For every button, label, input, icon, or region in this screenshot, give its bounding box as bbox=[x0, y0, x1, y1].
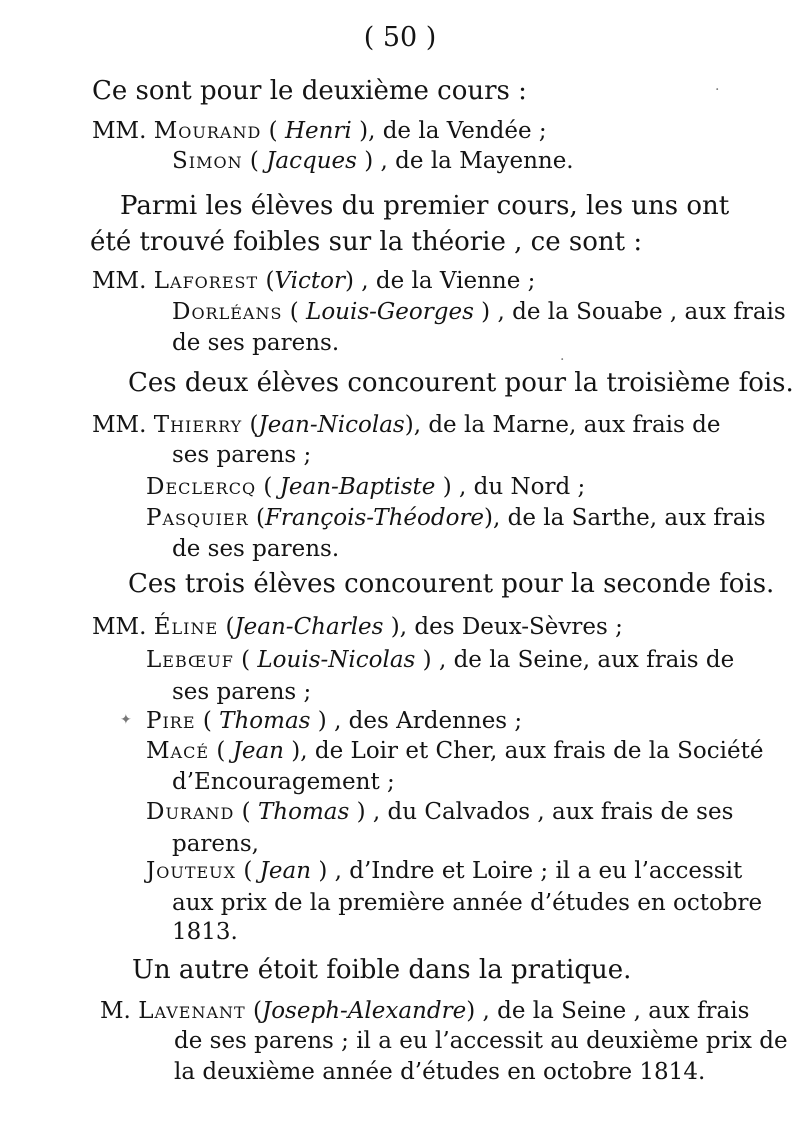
text-segment: la deuxième année d’études en octobre 1814. bbox=[174, 1059, 706, 1085]
text-line-11 bbox=[172, 440, 311, 470]
text-segment: ses parens ; bbox=[172, 442, 312, 468]
name-smallcaps: Declercq bbox=[146, 474, 257, 500]
name-smallcaps: Jouteux bbox=[146, 858, 237, 884]
name-smallcaps: Laforest bbox=[153, 268, 259, 294]
text-segment: Parmi les élèves du premier cours, les uns ont bbox=[120, 191, 730, 221]
text-segment: Ces trois élèves concourent pour la seconde fois. bbox=[128, 569, 775, 599]
text-segment: ses parens ; bbox=[172, 679, 312, 705]
text-line-13 bbox=[146, 503, 766, 533]
text-segment: M. bbox=[100, 998, 139, 1024]
text-segment: ( bbox=[258, 268, 275, 294]
text-segment: ( bbox=[236, 858, 260, 884]
text-segment: Un autre étoit foible dans la pratique. bbox=[132, 955, 632, 985]
text-segment: ), de la Vendée ; bbox=[351, 118, 547, 144]
text-line-8 bbox=[172, 328, 339, 358]
text-segment: ( bbox=[245, 998, 262, 1024]
text-line-26 bbox=[172, 917, 238, 947]
text-segment: ) , de la Seine, aux frais de bbox=[415, 647, 735, 673]
text-line-9 bbox=[128, 368, 794, 398]
given-name-italic: Louis-Georges bbox=[306, 299, 474, 325]
text-segment: ) , d’Indre et Loire ; il a eu l’accessit bbox=[311, 858, 743, 884]
text-line-1 bbox=[92, 76, 527, 106]
text-line-29 bbox=[174, 1026, 788, 1056]
given-name-italic: Louis-Nicolas bbox=[257, 647, 416, 673]
text-segment: ( bbox=[248, 505, 265, 531]
text-line-10 bbox=[92, 410, 720, 440]
text-line-16 bbox=[92, 612, 623, 642]
text-line-20 bbox=[146, 736, 763, 766]
text-line-5 bbox=[90, 227, 642, 257]
name-smallcaps: Pire bbox=[146, 708, 196, 734]
name-smallcaps: Durand bbox=[146, 799, 235, 825]
name-smallcaps: Éline bbox=[153, 614, 219, 640]
text-line-12 bbox=[146, 472, 585, 502]
text-line-14 bbox=[172, 534, 339, 564]
ink-speck: · bbox=[715, 82, 720, 98]
given-name-italic: Jean-Charles bbox=[234, 614, 384, 640]
name-smallcaps: Lavenant bbox=[138, 998, 246, 1024]
text-segment: ) , de la Souabe , aux frais bbox=[473, 299, 786, 325]
text-line-2 bbox=[92, 116, 547, 146]
text-segment: aux prix de la première année d’études en octobre bbox=[172, 890, 763, 916]
text-line-25 bbox=[172, 888, 762, 918]
name-smallcaps: Mourand bbox=[153, 118, 262, 144]
given-name-italic: Joseph-Alexandre bbox=[261, 998, 467, 1024]
ink-speck: ✦ bbox=[120, 712, 132, 728]
text-line-22 bbox=[146, 797, 733, 827]
text-segment: ), de la Marne, aux frais de bbox=[404, 412, 721, 438]
text-segment: ) , de la Mayenne. bbox=[356, 148, 574, 174]
text-segment: ( bbox=[209, 738, 233, 764]
text-segment: Ces deux élèves concourent pour la troisième fois. bbox=[128, 368, 794, 398]
text-segment: 1813. bbox=[172, 919, 238, 945]
text-segment: MM. bbox=[92, 412, 154, 438]
text-segment: de ses parens. bbox=[172, 536, 340, 562]
text-line-28 bbox=[100, 996, 749, 1026]
text-segment: d’Encouragement ; bbox=[172, 769, 395, 795]
page-number: ( 50 ) bbox=[363, 22, 437, 53]
text-segment: Ce sont pour le deuxième cours : bbox=[92, 76, 527, 106]
text-segment: MM. bbox=[92, 118, 154, 144]
text-segment: ( bbox=[195, 708, 220, 734]
text-segment: ) , du Calvados , aux frais de ses bbox=[349, 799, 734, 825]
text-segment: ), de Loir et Cher, aux frais de la Société bbox=[284, 738, 764, 764]
given-name-italic: Jacques bbox=[266, 148, 357, 174]
given-name-italic: Henri bbox=[284, 118, 352, 144]
text-line-30 bbox=[174, 1057, 705, 1087]
text-segment: ( bbox=[242, 148, 267, 174]
name-smallcaps: Dorléans bbox=[172, 299, 283, 325]
text-segment: ), de la Sarthe, aux frais bbox=[484, 505, 766, 531]
text-segment: MM. bbox=[92, 614, 154, 640]
text-segment: ( bbox=[242, 412, 259, 438]
text-line-15 bbox=[128, 569, 774, 599]
given-name-italic: Jean bbox=[232, 738, 284, 764]
text-line-4 bbox=[120, 191, 729, 221]
text-line-3 bbox=[172, 146, 574, 176]
name-smallcaps: Thierry bbox=[153, 412, 243, 438]
text-line-27 bbox=[132, 955, 631, 985]
text-line-21 bbox=[172, 767, 395, 797]
text-line-6 bbox=[92, 266, 535, 296]
name-smallcaps: Macé bbox=[146, 738, 210, 764]
text-segment: ( bbox=[261, 118, 285, 144]
name-smallcaps: Lebœuf bbox=[146, 647, 234, 673]
text-segment: ) , du Nord ; bbox=[435, 474, 586, 500]
ink-speck: · bbox=[560, 352, 565, 368]
text-segment: ) , de la Vienne ; bbox=[344, 268, 536, 294]
given-name-italic: Jean bbox=[259, 858, 312, 884]
text-line-24 bbox=[146, 856, 742, 886]
given-name-italic: Jean-Baptiste bbox=[279, 474, 436, 500]
text-segment: ( bbox=[282, 299, 307, 325]
text-segment: ), des Deux-Sèvres ; bbox=[383, 614, 623, 640]
given-name-italic: Thomas bbox=[219, 708, 311, 734]
given-name-italic: Thomas bbox=[257, 799, 350, 825]
name-smallcaps: Simon bbox=[172, 148, 243, 174]
text-line-18 bbox=[172, 677, 311, 707]
text-line-19 bbox=[146, 706, 522, 736]
text-segment: été trouvé foibles sur la théorie , ce sont : bbox=[90, 227, 643, 257]
text-segment: ( bbox=[233, 647, 258, 673]
text-segment: ) , des Ardennes ; bbox=[310, 708, 523, 734]
text-segment: ( bbox=[218, 614, 235, 640]
text-segment: ) , de la Seine , aux frais bbox=[466, 998, 750, 1024]
given-name-italic: Jean-Nicolas bbox=[258, 412, 405, 438]
text-segment: ( bbox=[256, 474, 280, 500]
given-name-italic: Victor bbox=[274, 268, 345, 294]
text-segment: de ses parens ; il a eu l’accessit au deuxième prix de bbox=[174, 1028, 788, 1054]
text-segment: parens, bbox=[172, 831, 259, 857]
text-line-7 bbox=[172, 297, 786, 327]
text-line-17 bbox=[146, 645, 734, 675]
text-segment: MM. bbox=[92, 268, 154, 294]
given-name-italic: François-Théodore bbox=[264, 505, 485, 531]
name-smallcaps: Pasquier bbox=[146, 505, 249, 531]
text-segment: de ses parens. bbox=[172, 330, 340, 356]
text-segment: ( bbox=[234, 799, 258, 825]
text-line-23 bbox=[172, 829, 259, 859]
